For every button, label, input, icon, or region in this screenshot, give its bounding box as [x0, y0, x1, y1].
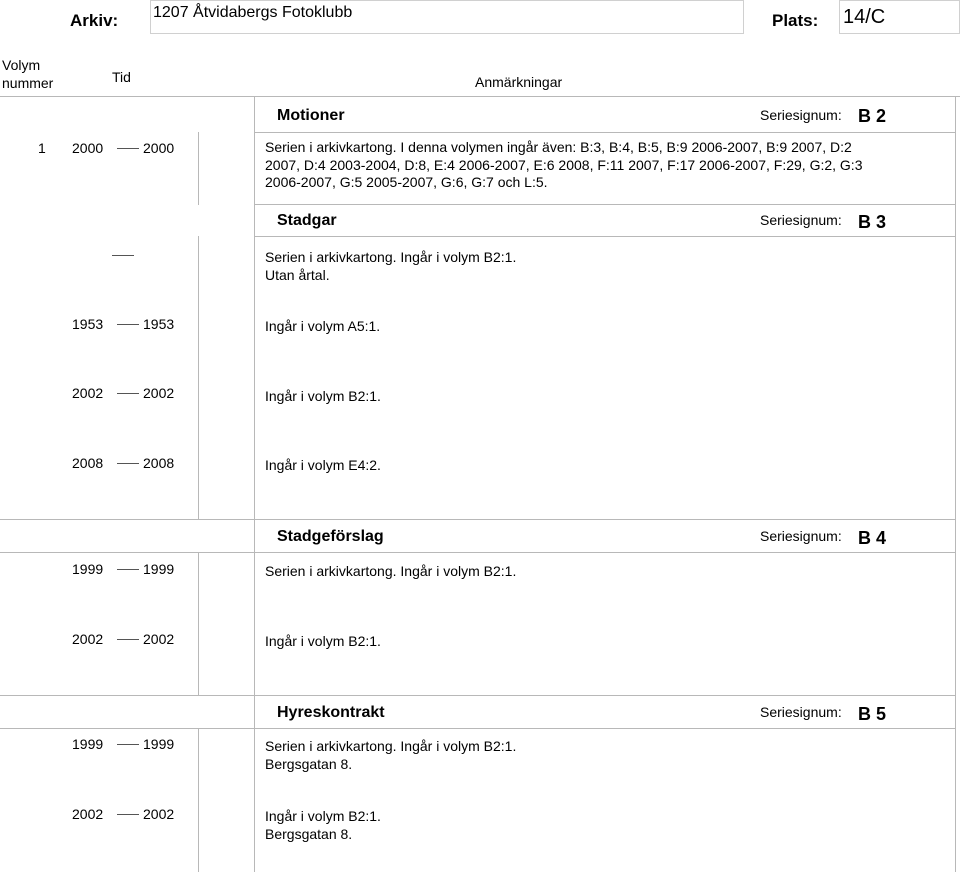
column-divider: [198, 728, 199, 872]
section-rule: [254, 132, 956, 133]
plats-label: Plats:: [772, 11, 819, 30]
section-rule: [0, 552, 956, 553]
header-rule: [0, 96, 960, 97]
seriesignum-label: Seriesignum:: [760, 704, 842, 720]
row-remarks: [265, 139, 955, 192]
arkiv-value: 1207 Åtvidabergs Fotoklubb: [153, 4, 353, 21]
date-range-dash: [112, 255, 134, 256]
remark-line: Serien i arkivkartong. Ingår i volym B2:1.: [265, 249, 517, 265]
section-title-stadgeforslag: Stadgeförslag: [277, 528, 384, 545]
seriesignum-label: Seriesignum:: [760, 107, 842, 123]
year-from: 2008: [72, 455, 104, 471]
year-from: 2002: [72, 631, 104, 647]
year-from: 2002: [72, 806, 104, 822]
row-remarks: [265, 318, 380, 336]
row-remarks: [265, 738, 516, 773]
date-range-dash: [117, 324, 139, 325]
seriesignum-label: Seriesignum:: [760, 528, 842, 544]
date-range-dash: [117, 814, 139, 815]
column-divider: [198, 552, 199, 695]
column-divider: [198, 236, 199, 519]
remark-line: 2007, D:4 2003-2004, D:8, E:4 2006-2007, E:6 2008, F:11 2007, F:17 2006-2007, F:29, G:2, G:3: [265, 156, 863, 173]
arkiv-field: [150, 0, 744, 34]
year-to: 1999: [143, 561, 175, 577]
year-to: 2008: [143, 455, 175, 471]
remark-line: 2006-2007, G:5 2005-2007, G:6, G:7 och L:5.: [265, 174, 548, 190]
section-rule: [0, 728, 956, 729]
year-from: 2000: [72, 140, 104, 156]
column-anmarkningar: Anmärkningar: [475, 74, 563, 90]
column-divider: [198, 132, 199, 205]
right-border: [955, 96, 956, 872]
row-remarks: [265, 808, 381, 843]
section-rule: [0, 695, 956, 696]
year-to: 1953: [143, 316, 175, 332]
column-divider: [254, 96, 255, 872]
year-to: 1999: [143, 736, 175, 752]
remark-line: Serien i arkivkartong. Ingår i volym B2:1.: [265, 738, 517, 754]
column-volym: Volym: [2, 57, 41, 73]
section-title-stadgar: Stadgar: [277, 212, 337, 229]
volume-number: 1: [38, 140, 46, 156]
year-from: 1953: [72, 316, 104, 332]
year-from: 2002: [72, 385, 104, 401]
seriesignum-label: Seriesignum:: [760, 212, 842, 228]
seriesignum-b5: B 5: [858, 704, 887, 724]
remark-line: Ingår i volym B2:1.: [265, 808, 381, 824]
remark-line: Serien i arkivkartong. I denna volymen ingår även: B:3, B:4, B:5, B:9 2006-2007, B:9 2007, D:2: [265, 139, 852, 155]
seriesignum-b4: B 4: [858, 528, 887, 548]
remark-line: Bergsgatan 8.: [265, 825, 353, 842]
plats-value: 14/C: [843, 6, 886, 28]
date-range-dash: [117, 463, 139, 464]
section-title-motioner: Motioner: [277, 107, 345, 124]
date-range-dash: [117, 744, 139, 745]
date-range-dash: [117, 569, 139, 570]
year-to: 2002: [143, 385, 175, 401]
year-from: 1999: [72, 736, 104, 752]
row-remarks: [265, 563, 516, 581]
remark-line: Serien i arkivkartong. Ingår i volym B2:1.: [265, 563, 517, 579]
date-range-dash: [117, 639, 139, 640]
year-from: 1999: [72, 561, 104, 577]
arkiv-label: Arkiv:: [70, 11, 119, 30]
row-remarks: [265, 249, 516, 284]
column-tid: Tid: [112, 69, 131, 85]
remark-line: Ingår i volym E4:2.: [265, 457, 381, 473]
seriesignum-b2: B 2: [858, 106, 887, 126]
section-rule: [254, 236, 956, 237]
date-range-dash: [117, 148, 139, 149]
remark-line: Bergsgatan 8.: [265, 755, 353, 772]
year-to: 2002: [143, 631, 175, 647]
remark-line: Utan årtal.: [265, 266, 330, 283]
seriesignum-b3: B 3: [858, 212, 887, 232]
remark-line: Ingår i volym B2:1.: [265, 633, 381, 649]
row-remarks: [265, 457, 381, 475]
year-to: 2002: [143, 806, 175, 822]
year-to: 2000: [143, 140, 175, 156]
row-remarks: [265, 633, 381, 651]
section-rule: [254, 204, 956, 205]
row-remarks: [265, 388, 381, 406]
section-title-hyreskontrakt: Hyreskontrakt: [277, 704, 385, 721]
date-range-dash: [117, 393, 139, 394]
section-rule: [0, 519, 956, 520]
column-nummer: nummer: [2, 75, 54, 91]
remark-line: Ingår i volym B2:1.: [265, 388, 381, 404]
remark-line: Ingår i volym A5:1.: [265, 318, 381, 334]
plats-field: [839, 0, 960, 34]
